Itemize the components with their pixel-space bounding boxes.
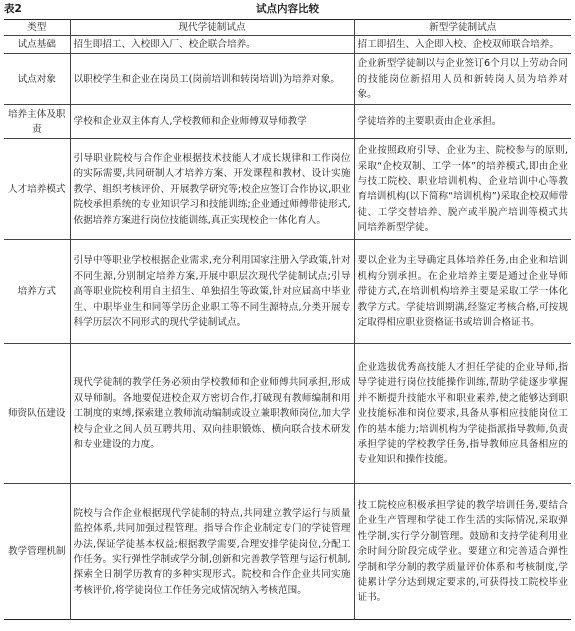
table-row [4,240,571,344]
header-row [4,20,571,36]
new-cell: 招工即招生、入企即入校、企校双师联合培养。 [354,36,571,54]
new-cell: 企业按照政府引导、企业为主、院校参与的原则,采取“企校双制、工学一体”的培养模式,即由企业与技工院校、职业培训机构、企业培训中心等教育培训机构(以下简称“培训机构”)采取企校双师带徒、工学交替培养、脱产或半脱产培训等模式共同培养新型学徒。 [354,139,571,240]
new-cell: 要以企业为主导确定具体培养任务,由企业和培训机构分别承担。在企业培养主要是通过企业导师带徒方式,在培训机构培养主要是采取工学一体化教学方式。学徒培训期满,经鉴定考核合格,可按规定取得相应职业资格证书或培训合格证书。 [354,240,571,344]
modern-cell: 学校和企业双主体育人,学校教师和企业师傅双导师教学 [70,105,354,139]
modern-cell: 院校与合作企业根据现代学徒制的特点,共同建立教学运行与质量监控体系,共同加强过程管理。指导合作企业制定专门的学徒管理办法,保证学徒基本权益;根据教学需要,合理安排学徒岗位,分配工作任务。实行弹性学制或学分制,创新和完善教学管理与运行机制,探索全日制学历教育的多种实现形式。院校和合作企业共同实施考核评价,将学徒岗位工作任务完成情况纳入考核范围。 [70,484,354,620]
new-cell: 企业新型学徒制以与企业签订6个月以上劳动合同的技能岗位新招用人员和新转岗人员为培养对象。 [354,54,571,105]
row-type: 培养主体及职责 [4,105,70,139]
table-row [4,139,571,240]
new-cell: 学徒培养的主要职责由企业承担。 [354,105,571,139]
row-type: 试点基础 [4,36,70,54]
row-type: 教学管理机制 [4,484,70,620]
modern-cell: 现代学徒制的教学任务必须由学校教师和企业师傅共同承担,形成双导师制。各地要促进校企双方密切合作,打破现有教师编制和用工制度的束缚,探索建立教师流动编制或设立兼职教师岗位,加大学校与企业之间人员互聘共用、双向挂职锻炼、横向联合技术研发和专业建设的力度。 [70,344,354,484]
row-type: 人才培养模式 [4,139,70,240]
table-row [4,484,571,620]
row-type: 试点对象 [4,54,70,105]
row-type: 师资队伍建设 [4,344,70,484]
header-modern-apprenticeship: 现代学徒制试点 [70,20,354,36]
modern-cell: 以职校学生和企业在岗员工(岗前培训和转岗培训)为培养对象。 [70,54,354,105]
new-cell: 企业选拔优秀高技能人才担任学徒的企业导师,指导学徒进行岗位技能操作训练,帮助学徒逐步掌握并不断提升技能水平和职业素养,使之能够达到职业技能标准和岗位要求,具备从事相应技能岗位工作的基本能力;培训机构为学徒指派指导教师,负责承担学徒的学校教学任务,指导教师应具备相应的专业知识和操作技能。 [354,344,571,484]
table-caption [4,2,571,18]
header-type: 类型 [4,20,70,36]
new-cell: 技工院校应积极承担学徒的教学培训任务,要结合企业生产管理和学徒工作生活的实际情况,采取弹性学制,实行学分制管理。鼓励和支持学徒利用业余时间分阶段完成学业。要建立和完善适合弹性学制和学分制的教学质量评价体系和考核制度,学徒累计学分达到规定要求的,可获得技工院校毕业证书。 [354,484,571,620]
modern-cell: 招生即招工、入校即入厂、校企联合培养。 [70,36,354,54]
table-row [4,36,571,54]
comparison-table [4,19,571,620]
row-type: 培养方式 [4,240,70,344]
table-title: 试点内容比较 [256,3,319,15]
table-row [4,344,571,484]
modern-cell: 引导中等职业学校根据企业需求,充分利用国家注册入学政策,针对不同生源,分别制定培养方案,开展中职层次现代学徒制试点;引导高等职业院校利用自主招生、单独招生等政策,针对应届高中毕业生、中职毕业生和同等学历企业职工等不同生源特点,分类开展专科学历层次不同形式的现代学徒制试点。 [70,240,354,344]
table-row [4,105,571,139]
table-number: 表2 [4,3,22,15]
table-row [4,54,571,105]
modern-cell: 引导职业院校与合作企业根据技术技能人才成长规律和工作岗位的实际需要,共同研制人才培养方案、开发课程和教材、设计实施教学、组织考核评价、开展教学研究等;校企应签订合作协议,职业院校承担系统的专业知识学习和技能训练;企业通过师傅带徒形式,依据培养方案进行岗位技能训练,真正实现校企一体化育人。 [70,139,354,240]
header-new-apprenticeship: 新型学徒制试点 [354,20,571,36]
